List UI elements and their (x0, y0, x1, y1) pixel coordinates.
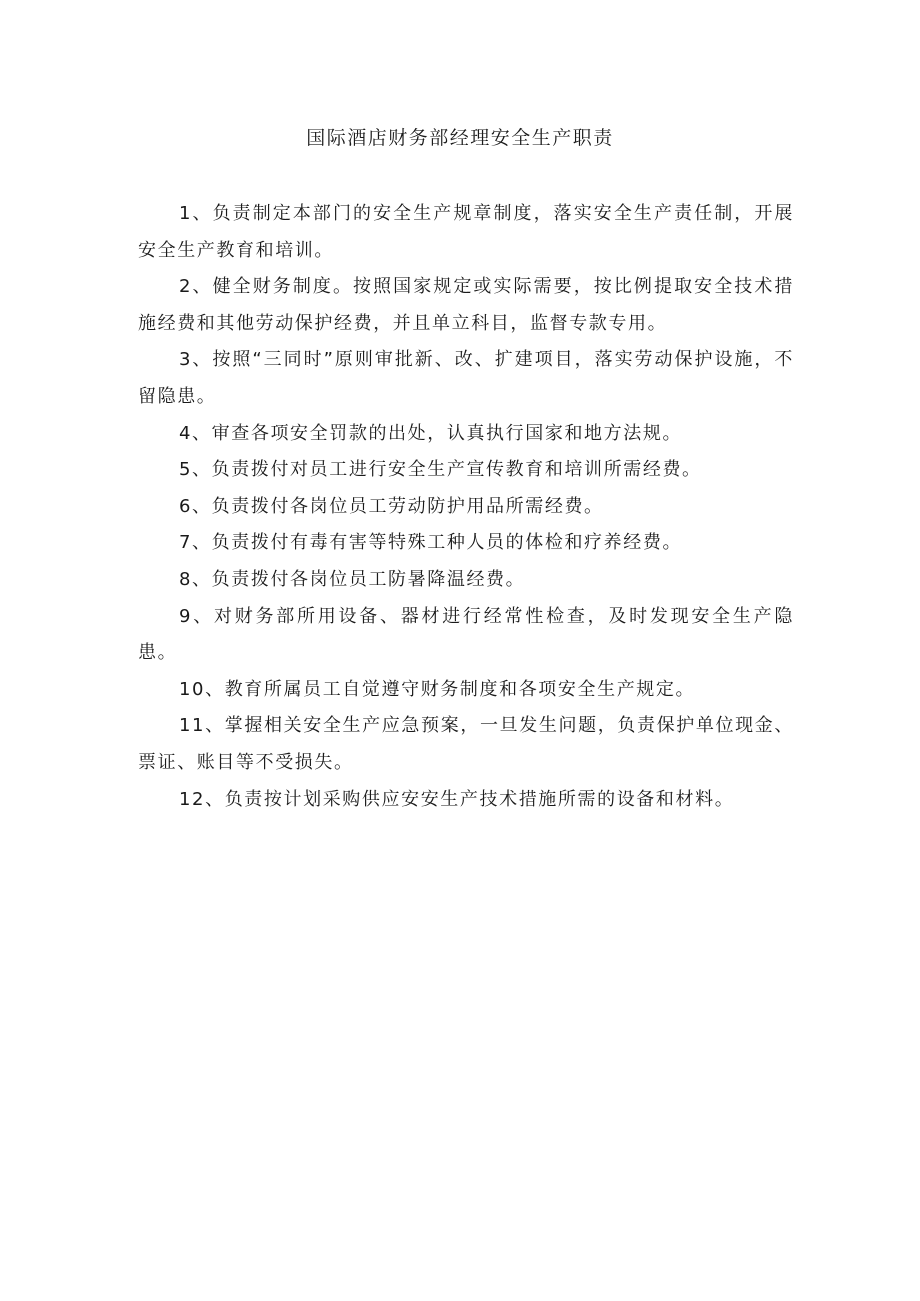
duty-item-9: 9、对财务部所用设备、器材进行经常性检查，及时发现安全生产隐患。 (138, 605, 794, 664)
duty-item-4: 4、审查各项安全罚款的出处，认真执行国家和地方法规。 (179, 422, 683, 444)
duty-item-7: 7、负责拨付有毒有害等特殊工种人员的体检和疗养经费。 (179, 532, 683, 554)
document-title: 国际酒店财务部经理安全生产职责 (306, 127, 614, 149)
duty-item-6: 6、负责拨付各岗位员工劳动防护用品所需经费。 (179, 495, 604, 517)
duty-item-11: 11、掌握相关安全生产应急预案，一旦发生问题，负责保护单位现金、票证、账目等不受损失。 (138, 715, 794, 773)
duty-item-1: 1、负责制定本部门的安全生产规章制度，落实安全生产责任制，开展安全生产教育和培训。 (138, 203, 794, 261)
duty-item-2: 2、健全财务制度。按照国家规定或实际需要，按比例提取安全技术措施经费和其他劳动保护经费，并且单立科目，监督专款专用。 (138, 276, 794, 334)
duty-item-5: 5、负责拨付对员工进行安全生产宣传教育和培训所需经费。 (179, 459, 702, 481)
duty-list (138, 196, 794, 818)
duty-item-3: 3、按照“三同时”原则审批新、改、扩建项目，落实劳动保护设施，不留隐患。 (138, 349, 794, 407)
duty-item-8: 8、负责拨付各岗位员工防暑降温经费。 (179, 568, 526, 590)
duty-item-10: 10、教育所属员工自觉遵守财务制度和各项安全生产规定。 (179, 678, 696, 700)
duty-item-12: 12、负责按计划采购供应安安生产技术措施所需的设备和材料。 (179, 788, 735, 810)
